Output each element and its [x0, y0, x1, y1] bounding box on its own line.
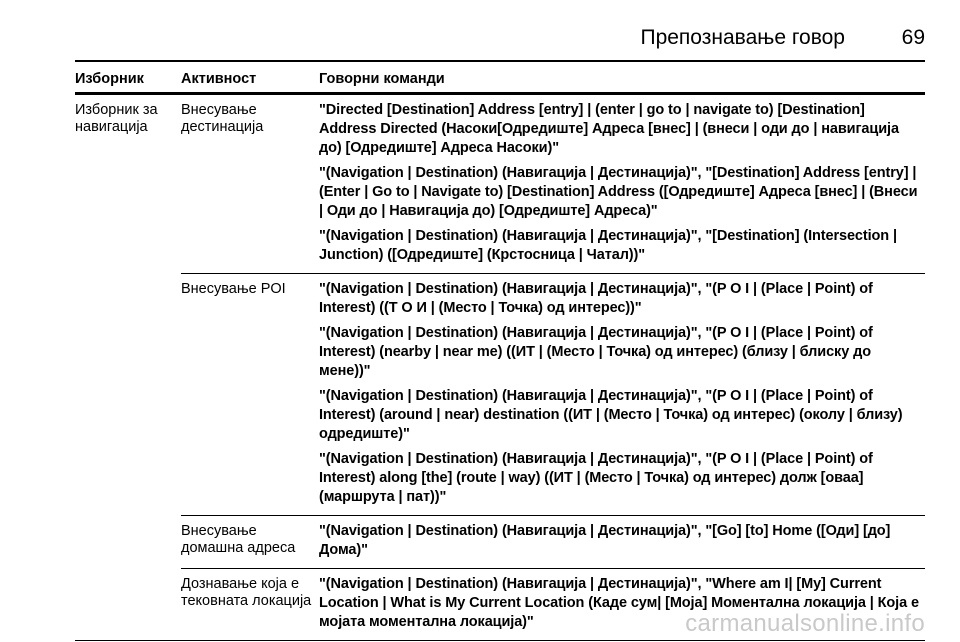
voice-command: "(Navigation | Destination) (Навигација | Дестинација)", "Where am I| [My] Current Location | What is My Current Location (Каде сум| [Моја] Моментална локација | Која е мојата моментална локација)" — [319, 576, 919, 630]
table-row — [181, 274, 925, 516]
activity-cell: Дознавање која е тековната локација — [181, 576, 312, 609]
voice-command: "(Navigation | Destination) (Навигација | Дестинација)", "(P O I | (Place | Point) of Interest) (nearby | near me) ((ИТ | (Место | Точка) од интерес) (близу | блиску до мене))" — [319, 325, 873, 379]
activity-cell: Внесување домашна адреса — [181, 523, 296, 556]
commands-cell — [319, 516, 925, 568]
column-header-commands: Говорни команди — [319, 71, 445, 87]
menu-cell: Изборник за навигација — [75, 102, 158, 135]
commands-cell — [319, 274, 925, 515]
page-title: Препознавање говор — [640, 26, 845, 49]
table-header — [75, 66, 925, 95]
column-header-menu: Изборник — [75, 71, 144, 87]
voice-command: "(Navigation | Destination) (Навигација | Дестинација)", "[Destination] (Intersection | Junction) ([Одредиште] (Крстосница | Чатал))" — [319, 228, 897, 263]
activity-cell: Внесување дестинација — [181, 102, 264, 135]
table-row — [181, 95, 925, 274]
activity-cell: Внесување POI — [181, 281, 286, 297]
voice-command: "Directed [Destination] Address [entry] | (enter | go to | navigate to) [Destination] Address Directed (Насоки[Одредиште] Адреса [внес] | (внеси | оди до | навигација до) [Одредиште] Адреса Насоки)" — [319, 102, 899, 156]
voice-command: "(Navigation | Destination) (Навигација | Дестинација)", "(P O I | (Place | Point) of Interest) ((Т О И | (Место | Точка) од интерес))" — [319, 281, 873, 316]
page-header — [75, 20, 925, 62]
watermark: carmanualsonline.info — [685, 610, 925, 637]
voice-command: "(Navigation | Destination) (Навигација | Дестинација)", "[Destination] Address [entry] | (Enter | Go to | Navigate to) [Destination] Address ([Одредиште] Адреса [внес] | (Внеси | Оди до | Навигација до) [Одредиште] Адреса)" — [319, 165, 918, 219]
voice-command: "(Navigation | Destination) (Навигација | Дестинација)", "(P O I | (Place | Point) of Interest) (around | near) destination ((ИТ | (Место | Точка) од интерес) (околу | близу) одредиште)" — [319, 388, 903, 442]
column-header-activity: Активност — [181, 71, 257, 87]
page-number: 69 — [901, 26, 925, 49]
voice-command: "(Navigation | Destination) (Навигација | Дестинација)", "(P O I | (Place | Point) of Interest) along [the] (route | way) ((ИТ | (Место | Точка) од интерес) долж [оваа] (маршрута | пат))" — [319, 451, 873, 505]
table-row — [181, 516, 925, 569]
voice-commands-table — [75, 66, 925, 641]
table-row-navigation-menu — [75, 95, 925, 641]
voice-command: "(Navigation | Destination) (Навигација | Дестинација)", "[Go] [to] Home ([Оди] [до] Дома)" — [319, 523, 891, 558]
commands-cell — [319, 95, 925, 273]
